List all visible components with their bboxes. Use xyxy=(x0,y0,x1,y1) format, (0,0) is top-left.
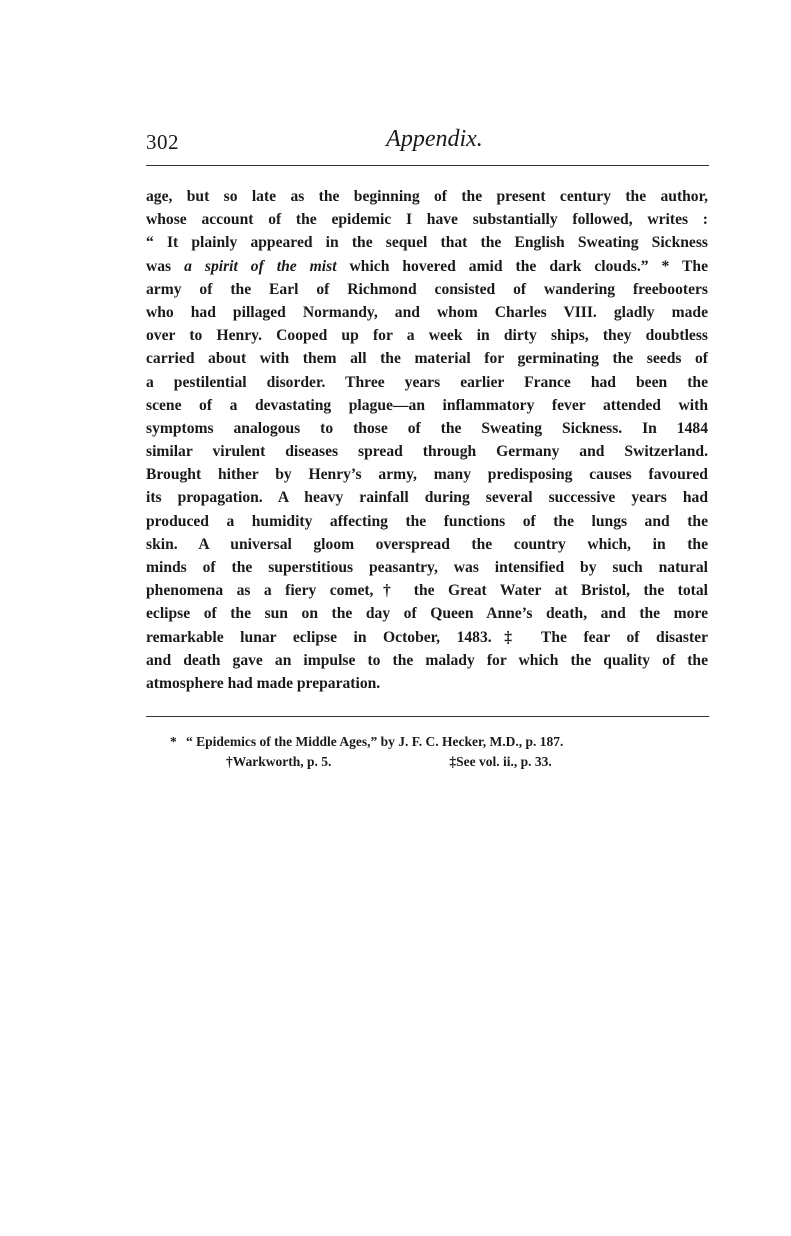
page-number: 302 xyxy=(146,130,179,154)
footnote-text-first: “ Epidemics of the Middle Ages,” by J. F. C. Hecker, M.D., p. 187. xyxy=(186,734,564,749)
body-line: atmosphere had made preparation. xyxy=(146,674,381,692)
body-line: scene of a devastating plague—an inflammatory fever attended with xyxy=(146,396,708,414)
body-line: its propagation. A heavy rainfall during several successive years had xyxy=(146,489,708,507)
footnote-mark-double-dagger: ‡ xyxy=(449,754,457,769)
body-line: over to Henry. Cooped up for a week in dirty ships, they doubtless xyxy=(146,327,708,345)
header-rule xyxy=(146,165,709,166)
footnote-mark-asterisk: * xyxy=(170,734,177,749)
footnote-text-third: See vol. ii., p. 33. xyxy=(456,754,552,769)
footnote-rule xyxy=(146,716,709,717)
body-line: produced a humidity affecting the functions of the lungs and the xyxy=(146,512,708,530)
running-head xyxy=(146,126,709,166)
footnotes xyxy=(170,732,690,772)
body-line: carried about with them all the material for germinating the seeds of xyxy=(146,350,708,368)
body-line: and death gave an impulse to the malady for which the quality of the xyxy=(146,651,708,669)
footnote-mark-dagger: † xyxy=(226,754,233,769)
footnote-first xyxy=(170,732,690,752)
body-line: phenomena as a fiery comet,† the Great Water at Bristol, the total xyxy=(146,582,708,600)
footnote-third xyxy=(449,752,551,772)
body-line: whose account of the epidemic I have substantially followed, writes : xyxy=(146,211,708,229)
body-line: a pestilential disorder. Three years earlier France had been the xyxy=(146,373,708,391)
body-paragraph xyxy=(146,185,708,695)
footnote-second xyxy=(226,754,331,769)
body-line: skin. A universal gloom overspread the country which, in the xyxy=(146,535,708,553)
footnote-row-second xyxy=(170,752,690,772)
body-line: similar virulent diseases spread through Germany and Switzerland. xyxy=(146,443,708,461)
body-line: remarkable lunar eclipse in October, 1483.‡ The fear of disaster xyxy=(146,628,708,646)
body-line: symptoms analogous to those of the Sweating Sickness. In 1484 xyxy=(146,419,708,437)
body-line: who had pillaged Normandy, and whom Charles VIII. gladly made xyxy=(146,303,708,321)
body-line: was a spirit of the mist which hovered amid the dark clouds.” * The xyxy=(146,257,708,275)
body-line: minds of the superstitious peasantry, was intensified by such natural xyxy=(146,559,708,576)
footnote-text-second: Warkworth, p. 5. xyxy=(232,754,332,769)
body-line: age, but so late as the beginning of the present century the author, xyxy=(146,188,708,205)
body-line: eclipse of the sun on the day of Queen Anne’s death, and the more xyxy=(146,605,708,623)
body-line: army of the Earl of Richmond consisted of wandering freebooters xyxy=(146,280,708,298)
running-title: Appendix. xyxy=(386,126,483,152)
body-line: “ It plainly appeared in the sequel that the English Sweating Sickness xyxy=(146,234,708,252)
body-line: Brought hither by Henry’s army, many predisposing causes favoured xyxy=(146,466,708,484)
italic-phrase: a spirit of the mist xyxy=(184,257,337,275)
